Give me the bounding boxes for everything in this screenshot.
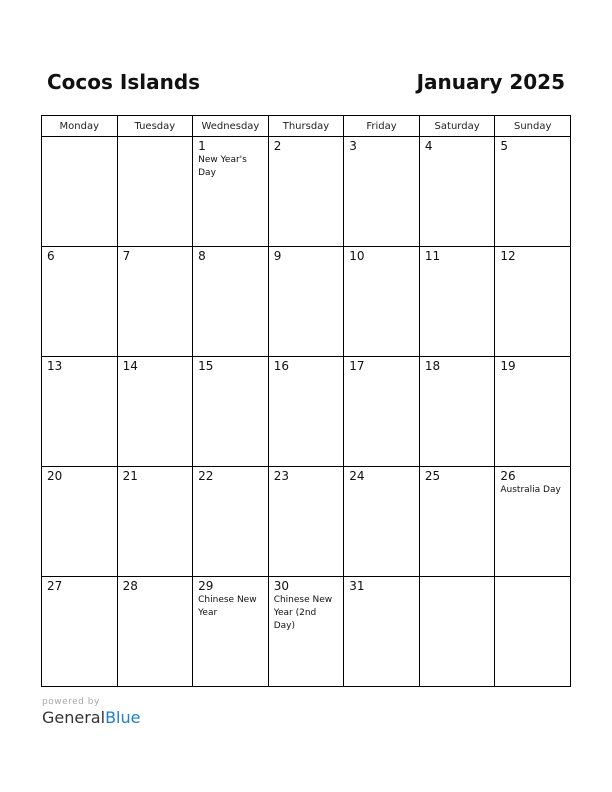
day-cell <box>495 247 571 357</box>
day-number: 8 <box>198 249 206 263</box>
day-cell <box>344 137 420 247</box>
day-number: 6 <box>47 249 55 263</box>
day-number: 23 <box>273 469 289 483</box>
weekday-header-row <box>42 116 571 137</box>
day-cell-content <box>269 247 344 263</box>
day-number: 3 <box>349 139 357 153</box>
day-cell <box>193 357 269 467</box>
day-cell-content <box>42 357 117 373</box>
day-cell-content <box>495 467 570 497</box>
week-row <box>42 577 571 687</box>
day-cell <box>419 137 495 247</box>
day-number: 15 <box>198 359 214 373</box>
calendar-grid <box>41 115 571 687</box>
day-cell <box>419 577 495 687</box>
weekday-monday: Monday <box>42 116 118 137</box>
day-number: 29 <box>198 579 214 593</box>
brand-blue-text: Blue <box>105 708 141 727</box>
day-cell <box>42 137 118 247</box>
footer <box>42 697 140 727</box>
calendar-body <box>42 137 571 687</box>
calendar-header <box>47 70 565 100</box>
day-cell-content <box>420 467 495 483</box>
day-cell <box>193 577 269 687</box>
day-number: 27 <box>47 579 63 593</box>
day-cell-content <box>193 577 268 620</box>
day-cell <box>117 577 193 687</box>
day-cell <box>117 357 193 467</box>
day-cell-content <box>118 577 193 593</box>
day-cell <box>419 247 495 357</box>
day-cell-content <box>193 137 268 180</box>
day-cell-content <box>118 137 193 140</box>
day-number: 13 <box>47 359 63 373</box>
day-cell <box>268 247 344 357</box>
holiday-label: New Year's Day <box>198 155 247 178</box>
day-number: 25 <box>424 469 441 483</box>
day-cell-content <box>495 357 570 373</box>
day-cell-content <box>344 247 419 263</box>
day-cell <box>344 577 420 687</box>
day-cell-content <box>344 137 419 153</box>
day-cell-content <box>118 467 193 483</box>
weekday-wednesday: Wednesday <box>193 116 269 137</box>
month-year-title: January 2025 <box>416 70 565 94</box>
day-cell <box>419 467 495 577</box>
day-cell <box>495 137 571 247</box>
day-number: 17 <box>349 359 365 373</box>
day-cell-content <box>420 577 495 580</box>
day-number: 12 <box>500 249 516 263</box>
day-cell-content <box>269 357 344 373</box>
day-cell <box>344 467 420 577</box>
day-number: 19 <box>500 359 516 373</box>
day-number: 5 <box>500 139 509 153</box>
day-cell-content <box>269 137 344 153</box>
day-number: 18 <box>424 359 441 373</box>
day-cell-content <box>344 467 419 483</box>
day-cell-content <box>420 357 495 373</box>
day-cell <box>344 357 420 467</box>
day-cell-content <box>118 357 193 373</box>
day-cell <box>193 137 269 247</box>
day-number: 22 <box>198 469 214 483</box>
day-number: 20 <box>47 469 63 483</box>
holiday-label: Chinese New Year (2nd Day) <box>273 595 333 631</box>
day-cell <box>268 467 344 577</box>
week-row <box>42 357 571 467</box>
day-cell-content <box>344 357 419 373</box>
weekday-saturday: Saturday <box>419 116 495 137</box>
day-number: 30 <box>273 579 289 593</box>
weekday-thursday: Thursday <box>268 116 344 137</box>
day-number: 28 <box>122 579 138 593</box>
week-row <box>42 137 571 247</box>
weekday-friday: Friday <box>344 116 420 137</box>
day-cell <box>42 357 118 467</box>
day-number: 1 <box>198 139 206 153</box>
day-cell <box>419 357 495 467</box>
day-number: 16 <box>273 359 289 373</box>
day-number: 7 <box>122 249 131 263</box>
day-cell <box>117 247 193 357</box>
day-number: 26 <box>500 469 516 483</box>
day-cell-content <box>42 137 117 140</box>
day-cell-content <box>42 577 117 593</box>
day-cell <box>42 247 118 357</box>
day-cell-content <box>118 247 193 263</box>
day-number: 10 <box>349 249 365 263</box>
day-cell-content <box>495 247 570 263</box>
day-cell <box>42 577 118 687</box>
brand-general-text: General <box>42 708 106 727</box>
day-cell-content <box>193 357 268 373</box>
day-cell <box>117 467 193 577</box>
day-number: 14 <box>122 359 138 373</box>
day-cell <box>268 357 344 467</box>
day-cell <box>344 247 420 357</box>
day-cell <box>268 577 344 687</box>
day-cell-content <box>42 247 117 263</box>
day-cell <box>495 467 571 577</box>
week-row <box>42 467 571 577</box>
powered-by-text: powered by <box>42 697 100 707</box>
day-cell-content <box>495 577 570 580</box>
day-cell-content <box>193 467 268 483</box>
weekday-tuesday: Tuesday <box>117 116 193 137</box>
day-number: 31 <box>349 579 365 593</box>
day-number: 11 <box>424 249 441 263</box>
day-number: 24 <box>349 469 365 483</box>
generalblue-logo[interactable] <box>42 708 140 727</box>
day-cell <box>193 467 269 577</box>
weekday-sunday: Sunday <box>495 116 571 137</box>
day-cell-content <box>344 577 419 593</box>
day-cell-content <box>420 137 495 153</box>
day-cell-content <box>193 247 268 263</box>
day-number: 21 <box>122 469 138 483</box>
holiday-label: Australia Day <box>500 485 561 495</box>
day-cell <box>495 577 571 687</box>
day-cell <box>117 137 193 247</box>
day-cell-content <box>42 467 117 483</box>
country-title: Cocos Islands <box>47 70 201 94</box>
day-number: 9 <box>273 249 282 263</box>
holiday-label: Chinese New Year <box>198 595 257 618</box>
day-cell-content <box>269 467 344 483</box>
week-row <box>42 247 571 357</box>
day-cell <box>42 467 118 577</box>
day-cell-content <box>495 137 570 153</box>
day-number: 2 <box>273 139 282 153</box>
day-cell-content <box>420 247 495 263</box>
day-cell <box>495 357 571 467</box>
day-number: 4 <box>424 139 433 153</box>
day-cell <box>268 137 344 247</box>
day-cell-content <box>269 577 344 633</box>
day-cell <box>193 247 269 357</box>
